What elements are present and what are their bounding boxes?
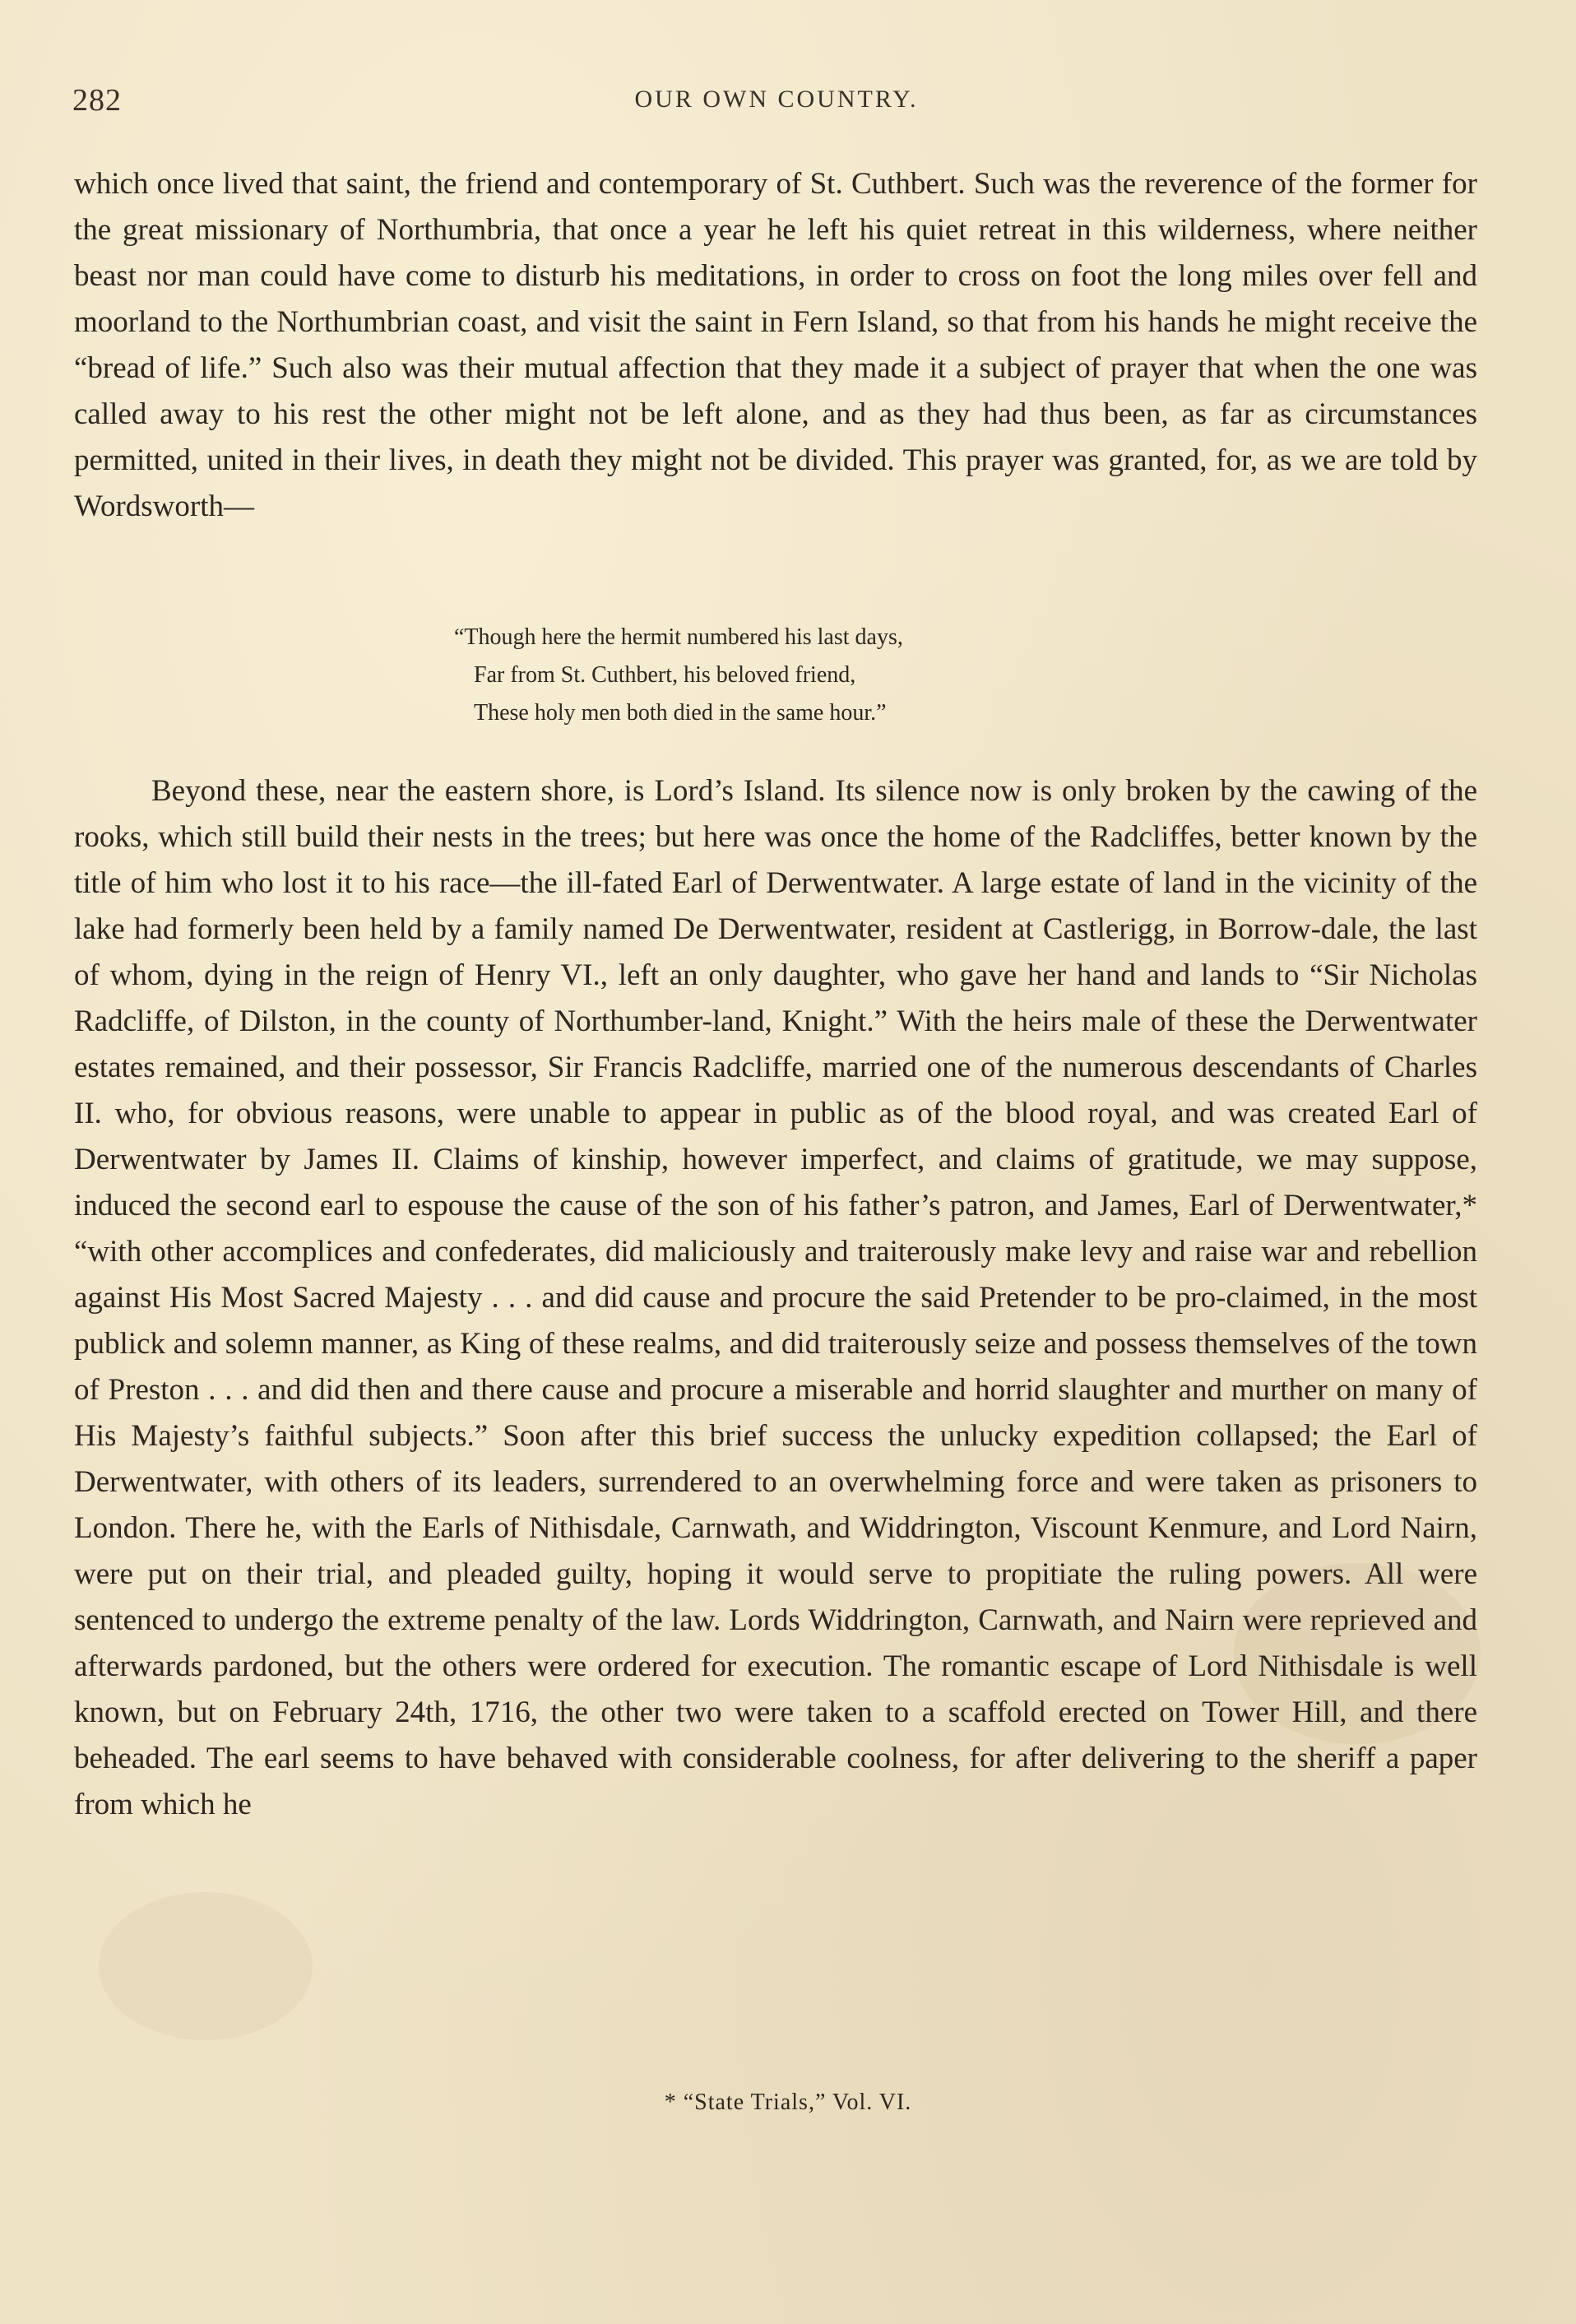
footnote: * “State Trials,” Vol. VI. xyxy=(664,2090,912,2115)
page-number: 282 xyxy=(72,83,122,118)
paragraph-2: Beyond these, near the eastern shore, is Lord’s Island. Its silence now is only broken by the cawing of the rooks, which still build their nests in the trees; but here was once the home of the Radcliffes, better known by the title of him who lost it to his race—the ill-fated Earl of Derwentwater. A large estate of land in the vicinity of the lake had formerly been held by a family named De Derwentwater, resident at Castlerigg, in Borrow-dale, the last of whom, dying in the reign of Henry VI., left an only daughter, who gave her hand and lands to “Sir Nicholas Radcliffe, of Dilston, in the county of Northumber-land, Knight.” With the heirs male of these the Derwentwater estates remained, and their possessor, Sir Francis Radcliffe, married one of the numerous descendants of Charles II. who, for obvious reasons, were unable to appear in public as of the blood royal, and was created Earl of Derwentwater by James II. Claims of kinship, however imperfect, and claims of gratitude, we may suppose, induced the second earl to espouse the cause of the son of his father’s patron, and James, Earl of Derwentwater,* “with other accomplices and confederates, did maliciously and traiterously make levy and raise war and rebellion against His Most Sacred Majesty . . . and did cause and procure the said Pretender to be pro-claimed, in the most publick and solemn manner, as King of these realms, and did traiterously seize and possess themselves of the town of Preston . . . and did then and there cause and procure a miserable and horrid slaughter and murther on many of His Majesty’s faithful subjects.” Soon after this brief success the unlucky expedition collapsed; the Earl of Derwentwater, with others of its leaders, surrendered to an overwhelming force and were taken as prisoners to London. There he, with the Earls of Nithisdale, Carnwath, and Widdrington, Viscount Kenmure, and Lord Nairn, were put on their trial, and pleaded guilty, hoping it would serve to propitiate the ruling powers. All were sentenced to undergo the extreme penalty of the law. Lords Widdrington, Carnwath, and Nairn were reprieved and afterwards pardoned, but the others were ordered for execution. The romantic escape of Lord Nithisdale is well known, but on February 24th, 1716, the other two were taken to a scaffold erected on Tower Hill, and there beheaded. The earl seems to have behaved with considerable coolness, for after delivering to the sheriff a paper from which he xyxy=(74,774,1477,1821)
page-header xyxy=(72,82,1481,123)
paragraph-1: which once lived that saint, the friend and contemporary of St. Cuthbert. Such was the reverence of the former for the great missionary of Northumbria, that once a year he left his quiet retreat in this wilderness, where neither beast nor man could have come to disturb his meditations, in order to cross on foot the long miles over fell and moorland to the Northumbrian coast, and visit the saint in Fern Island, so that from his hands he might receive the “bread of life.” Such also was their mutual affection that they made it a subject of prayer that when the one was called away to his rest the other might not be left alone, and as they had thus been, as far as circumstances permitted, united in their lives, in death they might not be divided. This prayer was granted, for, as we are told by Wordsworth— xyxy=(74,167,1477,523)
poem-line-3: These holy men both died in the same hour.” xyxy=(474,700,887,726)
poem-line-1: “Though here the hermit numbered his last days, xyxy=(454,624,903,650)
running-head: OUR OWN COUNTRY. xyxy=(634,86,919,113)
poem-line-2: Far from St. Cuthbert, his beloved friend, xyxy=(474,662,856,688)
poem-quotation xyxy=(454,619,903,732)
paper-stain xyxy=(99,1892,313,2040)
